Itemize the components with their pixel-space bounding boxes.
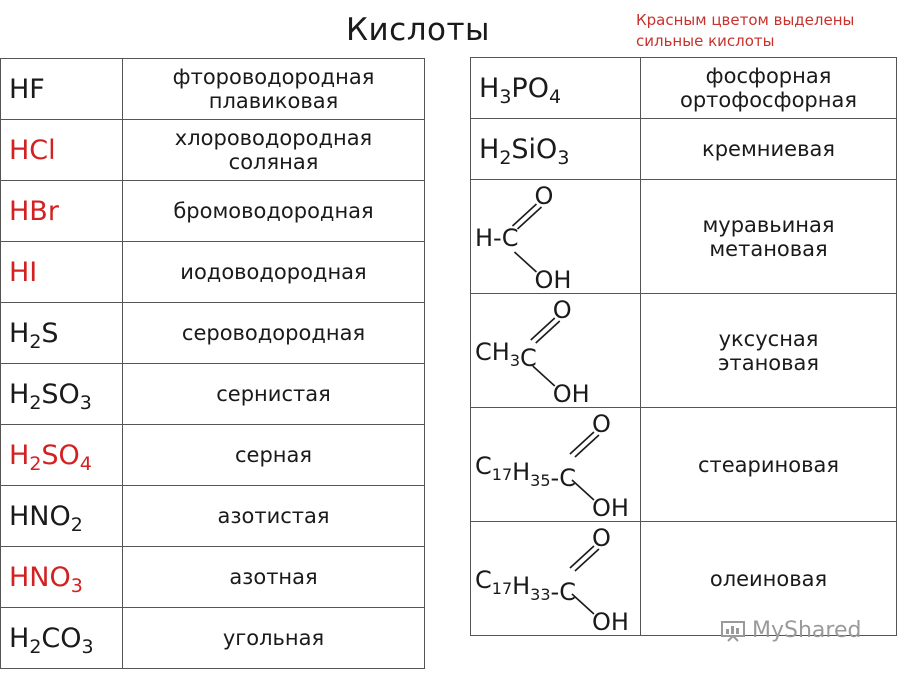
note-line: Красным цветом выделены [636,11,855,29]
table-row [471,180,897,294]
acid-name [123,364,425,425]
table-row [1,303,425,364]
acid-name [641,58,897,119]
table-row [471,58,897,119]
acid-formula: $H_2SiO_3$ [471,119,641,180]
acid-name [641,119,897,180]
note-line: сильные кислоты [636,32,775,50]
acid-name [123,120,425,181]
presentation-board-icon [720,620,746,642]
acid-name-line: уксусная [718,326,819,351]
acid-name [123,303,425,364]
acid-name-line: фосфорная [705,64,832,88]
acid-formula: $HNO_3$ [1,547,123,608]
structure-prefix: H-C [475,223,519,252]
acid-name-line: метановая [709,236,828,261]
acid-name [641,294,897,408]
acid-name [641,180,897,294]
table-row [471,408,897,522]
inorganic-acids-table [0,58,425,669]
hydroxyl-label: OH [552,379,590,406]
structure-prefix: $CH_3C$ [475,337,537,372]
watermark-text: MyShared [752,618,862,643]
acid-name [123,425,425,486]
acid-name-line: соляная [228,150,319,174]
acid-formula: $HNO_2$ [1,486,123,547]
structural-formula [471,294,641,408]
acid-name-line: серная [234,443,313,467]
acid-name-line: этановая [717,350,820,375]
structural-formula [471,180,641,294]
acid-name-line: иодоводородная [180,260,367,284]
acid-name-line: хлороводородная [174,126,373,150]
page-title: Кислоты [346,12,491,48]
table-row [1,547,425,608]
acid-name-line: сернистая [216,382,331,406]
acid-formula: $H_2SO_4$ [1,425,123,486]
acid-name-line: азотная [229,565,318,589]
oxygen-label: O [552,295,572,324]
acid-name-line: азотистая [217,504,330,528]
table-row [1,425,425,486]
acid-formula: HI [1,242,123,303]
acid-name-line: муравьиная [702,212,835,237]
structural-formula [471,408,641,522]
acid-formula: HCl [1,120,123,181]
table-row [471,119,897,180]
table-row [1,120,425,181]
acid-name [123,59,425,120]
table-row [471,294,897,408]
carboxyl-structure [471,410,639,520]
acid-name-line: олеиновая [709,566,828,591]
single-bond-line [514,252,536,272]
carboxyl-structure [471,524,639,634]
hydroxyl-label: OH [591,493,629,520]
table-row [1,59,425,120]
acid-name-line: угольная [222,626,325,650]
acid-formula: HF [1,59,123,120]
acid-formula: $H_2SO_3$ [1,364,123,425]
carboxyl-structure [471,182,639,292]
acid-formula: $H_2S$ [1,303,123,364]
structure-prefix: $C_{17}H_{33}-C$ [475,565,576,606]
oxo-and-organic-acids-table [470,57,897,636]
table-row [1,608,425,669]
acid-name-line: стеариновая [697,452,839,477]
acid-name-line: ортофосфорная [680,88,857,112]
acid-name [123,486,425,547]
acid-name-line: плавиковая [208,89,339,113]
acid-name-line: кремниевая [702,137,835,161]
strong-acids-note [636,10,896,52]
acid-name-line: сероводородная [181,321,366,345]
acid-formula: HBr [1,181,123,242]
acid-name [123,242,425,303]
table-row [1,181,425,242]
structural-formula [471,522,641,636]
oxygen-label: O [591,523,611,552]
acid-name [123,181,425,242]
oxygen-label: O [534,181,554,210]
table-row [1,242,425,303]
hydroxyl-label: OH [591,607,629,634]
acid-name-line: бромоводородная [173,199,374,223]
hydroxyl-label: OH [534,265,572,292]
acid-name [123,547,425,608]
single-bond-line [533,366,555,386]
acid-formula: $H_2CO_3$ [1,608,123,669]
oxygen-label: O [591,409,611,438]
acid-name [123,608,425,669]
acid-formula: $H_3PO_4$ [471,58,641,119]
structure-prefix: $C_{17}H_{35}-C$ [475,451,576,492]
watermark [720,618,861,643]
acid-name-line: фтороводородная [172,65,375,89]
table-row [1,486,425,547]
table-row [1,364,425,425]
acid-name [641,408,897,522]
carboxyl-structure [471,296,639,406]
